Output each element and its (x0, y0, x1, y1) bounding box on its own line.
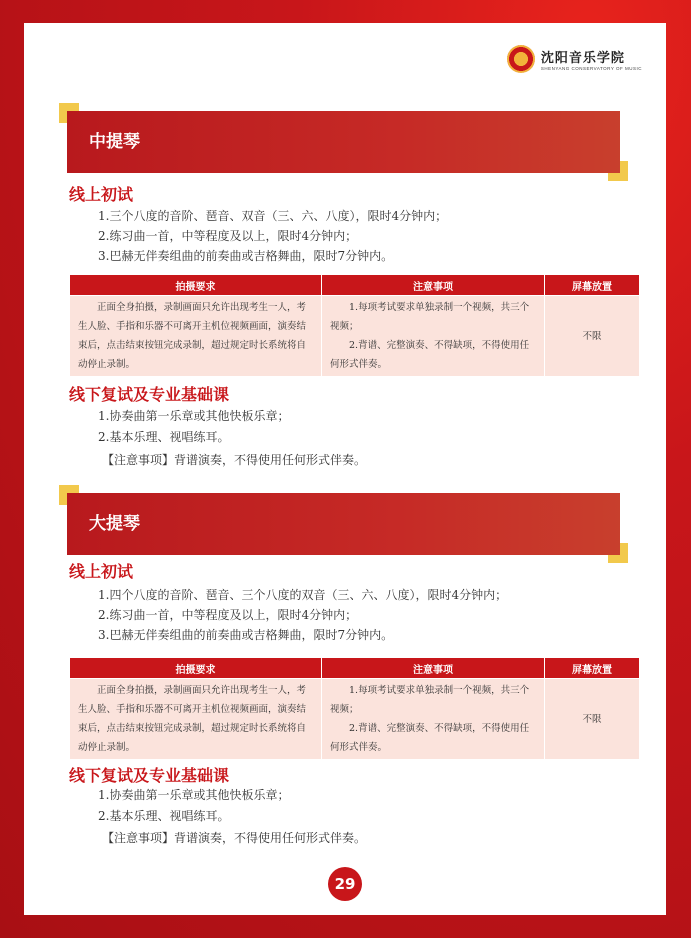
requirements-table (69, 657, 640, 760)
notes-text-1: 1.每项考试要求单独录制一个视频，共三个视频； (330, 302, 530, 332)
offline-heading: 线下复试及专业基础课 (69, 766, 230, 785)
online-item: 1.三个八度的音阶、琶音、双音（三、六、八度），限时4分钟内； (98, 209, 448, 223)
school-name-cn: 沈阳音乐学院 (540, 51, 625, 66)
offline-item: 1.协奏曲第一乐章或其他快板乐章； (98, 409, 290, 423)
header-notes: 注意事项 (322, 275, 545, 296)
section-banner-viola (67, 111, 620, 173)
offline-item: 1.协奏曲第一乐章或其他快板乐章； (98, 788, 290, 802)
requirements-table (69, 274, 640, 377)
attention-note: 【注意事项】背谱演奏，不得使用任何形式伴奏。 (102, 453, 367, 467)
header-shooting: 拍摄要求 (70, 275, 322, 296)
school-seal-icon (507, 45, 535, 73)
header-shooting: 拍摄要求 (70, 658, 322, 679)
online-heading: 线上初试 (69, 562, 134, 581)
header-screen: 屏幕放置 (545, 275, 640, 296)
online-item: 2.练习曲一首，中等程度及以上，限时4分钟内； (98, 229, 358, 243)
page-sheet (24, 23, 666, 915)
notes-text-2: 2.背谱、完整演奏、不得缺项，不得使用任何形式伴奏。 (330, 723, 530, 753)
section-banner-cello (67, 493, 620, 555)
offline-heading: 线下复试及专业基础课 (69, 385, 230, 404)
school-logo (507, 45, 642, 73)
header-notes: 注意事项 (322, 658, 545, 679)
section-title: 中提琴 (89, 132, 140, 152)
page-number: 29 (328, 867, 362, 901)
notes-text-1: 1.每项考试要求单独录制一个视频，共三个视频； (330, 685, 530, 715)
online-item: 3.巴赫无伴奏组曲的前奏曲或吉格舞曲，限时7分钟内。 (98, 249, 394, 263)
shooting-text: 正面全身拍摄，录制画面只允许出现考生一人，考生人脸、手指和乐器不可离开主机位视频画面，演奏结束后，点击结束按钮完成录制，超过规定时长系统将自动停止录制。 (78, 685, 307, 753)
offline-item: 2.基本乐理、视唱练耳。 (98, 809, 230, 823)
online-item: 3.巴赫无伴奏组曲的前奏曲或吉格舞曲，限时7分钟内。 (98, 628, 394, 642)
screen-value: 不限 (545, 296, 640, 377)
offline-item: 2.基本乐理、视唱练耳。 (98, 430, 230, 444)
section-title: 大提琴 (89, 514, 140, 534)
online-item: 1.四个八度的音阶、琶音、三个八度的双音（三、六、八度），限时4分钟内； (98, 588, 508, 602)
school-name-en: SHENYANG CONSERVATORY OF MUSIC (540, 66, 642, 71)
screen-value: 不限 (545, 679, 640, 760)
header-screen: 屏幕放置 (545, 658, 640, 679)
shooting-text: 正面全身拍摄，录制画面只允许出现考生一人，考生人脸、手指和乐器不可离开主机位视频画面，演奏结束后，点击结束按钮完成录制，超过规定时长系统将自动停止录制。 (78, 302, 307, 370)
attention-note: 【注意事项】背谱演奏，不得使用任何形式伴奏。 (102, 831, 367, 845)
online-heading: 线上初试 (69, 185, 134, 204)
online-item: 2.练习曲一首，中等程度及以上，限时4分钟内； (98, 608, 358, 622)
notes-text-2: 2.背谱、完整演奏、不得缺项，不得使用任何形式伴奏。 (330, 340, 530, 370)
